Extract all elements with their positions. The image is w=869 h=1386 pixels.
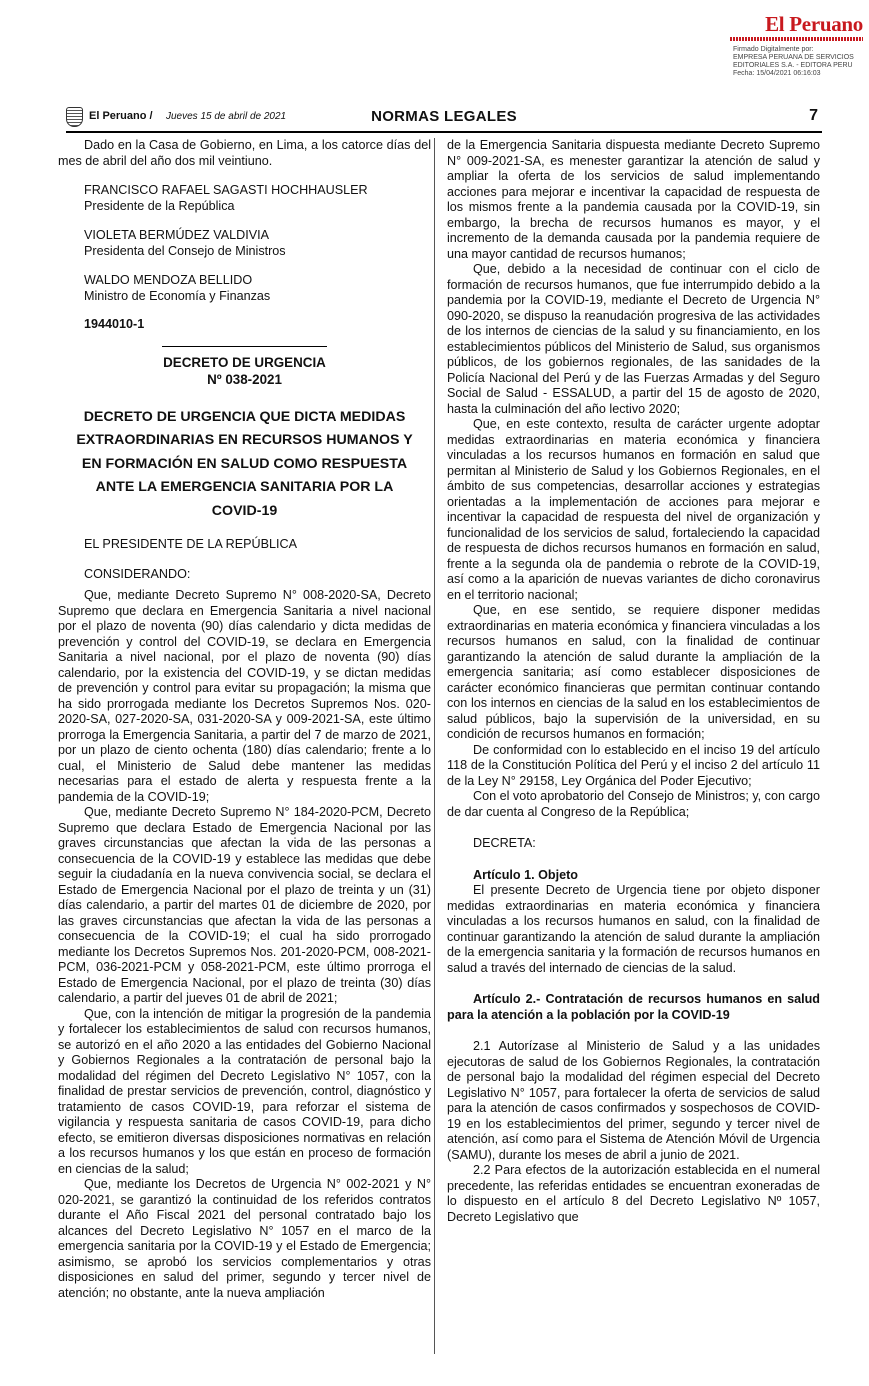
signatory-role: Presidente de la República <box>84 198 235 213</box>
article-1-text: El presente Decreto de Urgencia tiene por objeto disponer medidas extraordinarias en materia económica y financiera vinculadas a los recursos humanos en salud, con la finalidad de continuar garantizando la atención de salud durante la ampliación de la emergencia sanitaria y la formación de recursos humanos en salud a través del internado de ciencias de la salud. <box>447 883 820 975</box>
decree-title <box>58 406 431 524</box>
publication-code: 1944010-1 <box>84 317 145 331</box>
signatory-block <box>84 273 431 304</box>
paragraph: De conformidad con lo establecido en el inciso 19 del artículo 118 de la Constitución Política del Perú y el inciso 2 del artículo 11 de la Ley N° 29158, Ley Orgánica del Poder Ejecutivo; <box>447 742 820 788</box>
decree-title-line: EN FORMACIÓN EN SALUD COMO RESPUESTA <box>81 455 408 472</box>
decree-title-line: DECRETO DE URGENCIA QUE DICTA MEDIDAS <box>83 408 406 425</box>
decree-title-line: ANTE LA EMERGENCIA SANITARIA POR LA <box>95 479 394 495</box>
signatory-block <box>84 183 431 214</box>
header-rule <box>66 131 822 133</box>
paragraph: Que, debido a la necesidad de continuar con el ciclo de formación de recursos humanos, que fue interrumpido debido a la pandemia por la COVID-19, mediante el Decreto de Urgencia N° 090-2020, se dispuso la reanudación progresiva de las actividades de los internos de ciencias de la salud y su financiamiento, en los establecimientos públicos del Ministerio de Salud, sus organismos públicos, de los gobiernos regionales, de las sanidades de la Policía Nacional del Perú y de las Fuerzas Armadas y del Seguro Social de Salud - ESSALUD, a partir del 15 de agosto de 2020, hasta la culminación del año lectivo 2020; <box>447 262 820 416</box>
signatory-name: WALDO MENDOZA BELLIDO <box>84 273 253 287</box>
paragraph: Que, mediante los Decretos de Urgencia N° 002-2021 y N° 020-2021, se garantizó la continuidad de los referidos contratos durante el Año Fiscal 2021 del personal contratado bajo los alcances del Decreto Legislativo N° 1057 en el marco de la emergencia sanitaria por la COVID-19 y el Estado de Emergencia; asimismo, se aprobó los servicios complementarios y otras disposiciones en salud del primer, segundo y tercer nivel de atención; no obstante, ante la nueva ampliación <box>58 1177 431 1300</box>
decreta-heading: DECRETA: <box>473 836 536 850</box>
paragraph: de la Emergencia Sanitaria dispuesta mediante Decreto Supremo N° 009-2021-SA, es menester garantizar la atención de salud y ampliar la oferta de los servicios de salud implementando acciones para mejorar e incentivar la capacidad de respuesta de los mismos frente a la pandemia causada por la COVID-19, sin embargo, la brecha de recursos humanos es mayor, y el incremento de la demanda causada por la pandemia requiere de una mayor cantidad de recursos humanos; <box>447 138 820 261</box>
article-2-1: 2.1 Autorízase al Ministerio de Salud y a las unidades ejecutoras de salud de los Gobiernos Regionales, la contratación de personal bajo la modalidad del régimen especial del Decreto Legislativo N° 1057, para fortalecer la oferta de servicios de salud para la atención de casos confirmados y sospechosos de COVID-19 en los establecimientos del primer, segundo y tercer nivel de atención, así como para el Sistema de Atención Móvil de Urgencia (SAMU), durante los meses de abril a junio de 2021. <box>447 1039 820 1162</box>
separator-rule <box>162 346 327 347</box>
digital-signature <box>733 46 865 78</box>
signature-line: EMPRESA PERUANA DE SERVICIOS <box>733 54 854 61</box>
right-column <box>447 138 820 1225</box>
signature-line: EDITORIALES S.A. - EDITORA PERU <box>733 62 853 69</box>
paragraph: Que, con la intención de mitigar la progresión de la pandemia y fortalecer los establecimientos de salud con recursos humanos, se autorizó en el año 2020 a las entidades del Gobierno Nacional y Gobiernos Regionales a la contratación de personal bajo la modalidad del régimen del Decreto Legislativo N° 1057, con la finalidad de prestar servicios de prevención, control, diagnóstico y tratamiento de casos COVID-19, para reforzar el sistema de vigilancia y respuesta sanitaria de casos COVID-19, para dicho efecto, se emitieron diversas disposiciones normativas en relación a los recursos humanos y los que están en proceso de formación en ciencias de la salud; <box>58 1006 431 1176</box>
closing-text: Dado en la Casa de Gobierno, en Lima, a los catorce días del mes de abril del año dos mil veintiuno. <box>58 138 431 168</box>
paragraph: Que, mediante Decreto Supremo N° 008-2020-SA, Decreto Supremo que declara en Emergencia Sanitaria a nivel nacional por el plazo de noventa (90) días calendario y dicta medidas de prevención y control del COVID-19, se declara en Emergencia Sanitaria a nivel nacional, por el plazo de noventa (90) días calendario, por la existencia del COVID-19, y se dictan medidas de prevención y control para evitar su propagación; la misma que ha sido prorrogada mediante los Decretos Supremos Nos. 020-2020-SA, 027-2020-SA, 031-2020-SA y 009-2021-SA, este último prorroga la Emergencia Sanitaria, a partir del 7 de marzo de 2021, por un plazo de ciento ochenta (180) días calendario; frente a lo cual, el Ministerio de Salud debe mantener las medidas necesarias para el estado de alerta y respuesta frente a la pandemia de la COVID-19; <box>58 588 431 804</box>
article-1-title: Artículo 1. Objeto <box>473 867 578 882</box>
paragraph: Que, en este contexto, resulta de carácter urgente adoptar medidas extraordinarias en materia económica y financiera vinculadas a los recursos humanos en formación en salud que permitan al Ministerio de Salud y los Gobiernos Regionales, en el ámbito de sus competencias, desarrollar acciones y estrategias orientadas a la implementación de acciones para mejorar e incentivar la capacidad de respuesta del nivel de organización y funcionalidad de los servicios de salud, fortaleciendo la capacidad de respuesta de dichos recursos humanos en formación en salud, frente a la segunda ola de pandemia o rebrote de la COVID-19, así como a la aparición de nuevas variantes de dicho coronavirus en el territorio nacional; <box>447 417 820 602</box>
decree-title-line: COVID-19 <box>211 502 278 519</box>
header-section: NORMAS LEGALES <box>371 108 517 125</box>
issuer: EL PRESIDENTE DE LA REPÚBLICA <box>84 537 297 551</box>
signatory-name: VIOLETA BERMÚDEZ VALDIVIA <box>84 228 269 242</box>
brand-logo: El Peruano <box>765 12 863 36</box>
paragraph: Que, en ese sentido, se requiere disponer medidas extraordinarias en materia económica y financiera vinculadas a los recursos humanos en salud, con la finalidad de continuar garantizando la atención de salud durante la ampliación de la emergencia sanitaria; así como establecer disposiciones de carácter económico financieras que permitan continuar contando con los internos en ciencias de la salud en los establecimientos de salud públicos, bajo la supervisión de la universidad, en su condición de recursos humanos en formación; <box>447 603 820 741</box>
header-paper-name: El Peruano / <box>89 110 153 122</box>
signature-line: Fecha: 15/04/2021 06:16:03 <box>733 70 821 77</box>
signatory-role: Ministro de Economía y Finanzas <box>84 288 271 303</box>
signatory-role: Presidenta del Consejo de Ministros <box>84 243 286 258</box>
page-header <box>66 107 822 131</box>
column-divider <box>434 138 435 1354</box>
decree-title-line: EXTRAORDINARIAS EN RECURSOS HUMANOS Y <box>76 432 413 448</box>
paragraph: Que, mediante Decreto Supremo N° 184-2020-PCM, Decreto Supremo que declara Estado de Emergencia Nacional por las graves circunstancias que afectan la vida de las personas a consecuencia de la COVID-19 y establece las medidas que debe seguir la ciudadanía en la nueva convivencia social, se declara el Estado de Emergencia Nacional por el plazo de treinta y un (31) días calendario, a partir del martes 01 de diciembre de 2020, por las graves circunstancias que afectan la vida de las personas a consecuencia de la COVID-19; el cual ha sido prorrogado mediante los Decretos Supremos Nos. 201-2020-PCM, 008-2021-PCM, 036-2021-PCM y 058-2021-PCM, este último prorroga el Estado de Emergencia Nacional, por el plazo de treinta (30) días calendario, a partir del jueves 01 de abril de 2021; <box>58 805 431 1005</box>
signature-line: Firmado Digitalmente por: <box>733 46 814 53</box>
paragraph: Con el voto aprobatorio del Consejo de Ministros; y, con cargo de dar cuenta al Congreso de la República; <box>447 789 820 819</box>
decree-label: DECRETO DE URGENCIA <box>163 354 326 370</box>
article-2-2: 2.2 Para efectos de la autorización establecida en el numeral precedente, las referidas entidades se encuentran exoneradas de lo dispuesto en el artículo 8 del Decreto Legislativo Nº 1057, Decreto Legislativo que <box>447 1163 820 1224</box>
brand-underline <box>730 37 863 41</box>
header-date: Jueves 15 de abril de 2021 <box>166 111 287 122</box>
considering-heading: CONSIDERANDO: <box>84 566 191 581</box>
left-column <box>58 138 431 1301</box>
signatory-name: FRANCISCO RAFAEL SAGASTI HOCHHAUSLER <box>84 183 368 197</box>
signatory-block <box>84 228 431 259</box>
page-number: 7 <box>809 107 818 124</box>
decree-number: Nº 038-2021 <box>207 371 282 387</box>
article-2-title: Artículo 2.- Contratación de recursos humanos en salud para la atención a la población por la COVID-19 <box>447 992 820 1022</box>
